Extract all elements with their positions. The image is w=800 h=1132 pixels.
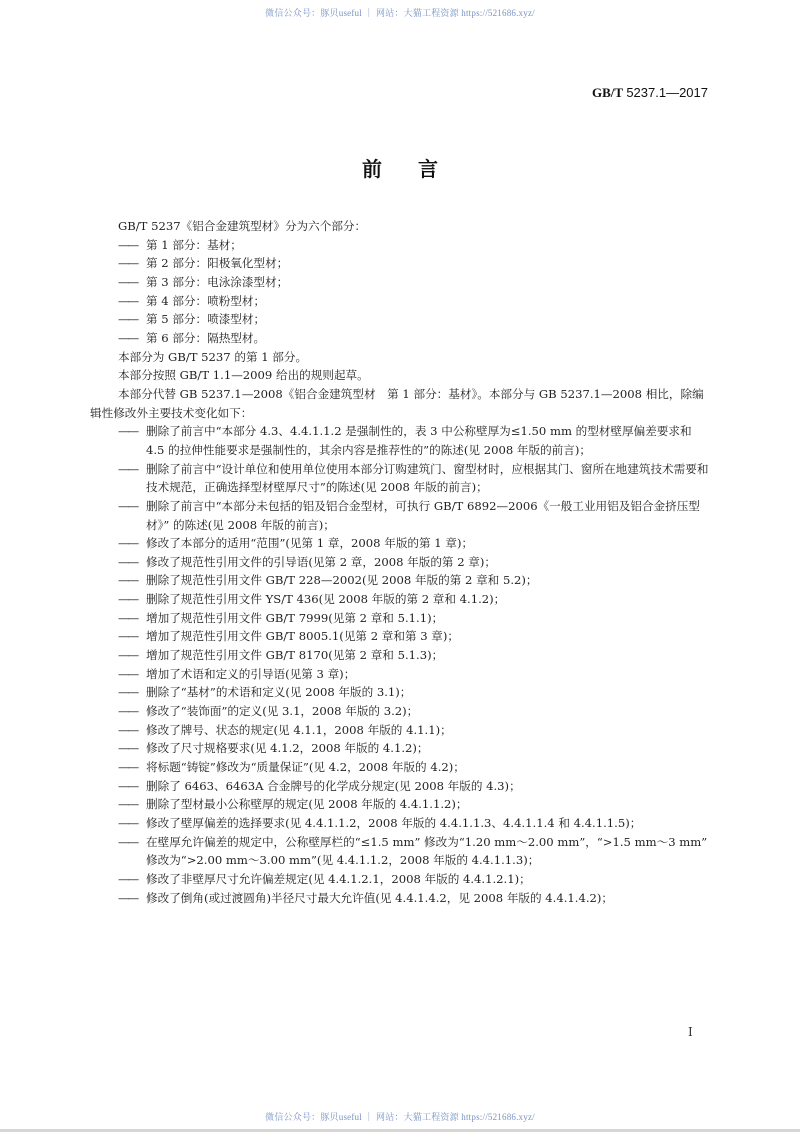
dash-marker: ——: [118, 554, 138, 569]
page-number: I: [688, 1025, 693, 1039]
list-item: —— 第 5 部分：喷漆型材；: [90, 310, 710, 329]
standard-prefix: GB/T: [591, 85, 624, 100]
dash-marker: ——: [118, 536, 138, 551]
dash-marker: ——: [118, 610, 138, 625]
document-body: [90, 217, 710, 907]
paragraph: 本部分代替 GB 5237.1—2008《铝合金建筑型材 第 1 部分：基材》。本部分与 GB 5237.1—2008 相比，除编辑性修改外主要技术变化如下：: [90, 386, 704, 420]
dash-marker: ——: [118, 312, 138, 327]
dash-marker: ——: [118, 330, 138, 345]
dash-marker: ——: [118, 629, 138, 644]
dash-marker: ——: [118, 890, 138, 905]
list-item: —— 修改了倒角(或过渡圆角)半径尺寸最大允许值(见 4.4.1.4.2，见 2008 年版的 4.4.1.4.2)；: [90, 889, 710, 908]
dash-marker: ——: [118, 685, 138, 700]
dash-marker: ——: [118, 274, 138, 289]
list-item: —— 删除了前言中“设计单位和使用单位使用本部分订购建筑门、窗型材时，应根据其门、窗所在地建筑技术需要和技术规范，正确选择型材壁厚尺寸”的陈述(见 2008 年版的前言)；: [118, 461, 709, 495]
list-item: —— 在壁厚允许偏差的规定中，公称壁厚栏的“≤1.5 mm” 修改为“1.20 mm～2.00 mm”，“>1.5 mm～3 mm” 修改为“>2.00 mm～3.00 mm”(见 4.4.1.1.2，2008 年版的 4.4.1.1.3)；: [118, 834, 708, 868]
dash-marker: ——: [118, 424, 138, 439]
dash-marker: ——: [118, 666, 138, 681]
dash-marker: ——: [118, 648, 138, 663]
list-item: —— 第 2 部分：阳极氧化型材；: [90, 254, 710, 273]
dash-marker: ——: [118, 722, 138, 737]
list-item: —— 修改了本部分的适用“范围”(见第 1 章，2008 年版的第 1 章)；: [90, 534, 710, 553]
list-item: —— 删除了前言中“本部分未包括的铝及铝合金型材，可执行 GB/T 6892—2006《一般工业用铝及铝合金挤压型材》” 的陈述(见 2008 年版的前言)；: [118, 498, 700, 532]
dash-marker: ——: [118, 816, 138, 830]
intro-paragraph: GB/T 5237《铝合金建筑型材》分为六个部分：: [118, 219, 367, 233]
parts-list: [90, 236, 710, 348]
dash-marker: ——: [118, 760, 138, 775]
watermark-bottom: 微信公众号：豚贝useful ｜ 网站：大猫工程资源 https://521686.xyz/: [265, 1112, 535, 1122]
paragraph: 本部分为 GB/T 5237 的第 1 部分。: [118, 349, 308, 364]
dash-marker: ——: [118, 461, 138, 476]
list-item: —— 删除了前言中“本部分 4.3、4.4.1.1.2 是强制性的，表 3 中公称壁厚为≤1.50 mm 的型材壁厚偏差要求和 4.5 的拉伸性能要求是强制性的，其余内容是推荐性的”的陈述(见 2008 年版的前言)；: [118, 424, 692, 457]
changes-list: [90, 422, 710, 907]
list-item: —— 删除了 6463、6463A 合金牌号的化学成分规定(见 2008 年版的 4.3)；: [90, 777, 710, 796]
list-item: —— 第 4 部分：喷粉型材；: [90, 292, 710, 311]
list-item: —— 修改了牌号、状态的规定(见 4.1.1，2008 年版的 4.1.1)；: [90, 721, 710, 740]
list-item: —— 修改了壁厚偏差的选择要求(见 4.4.1.1.2，2008 年版的 4.4.1.1.3、4.4.1.1.4 和 4.4.1.1.5)；: [90, 814, 710, 833]
list-item: —— 修改了“装饰面”的定义(见 3.1，2008 年版的 3.2)；: [90, 702, 710, 721]
dash-marker: ——: [118, 592, 138, 607]
dash-marker: ——: [118, 498, 138, 513]
watermark-top: 微信公众号：豚贝useful ｜ 网站：大猫工程资源 https://521686.xyz/: [265, 8, 535, 18]
dash-marker: ——: [118, 237, 138, 252]
standard-code: [592, 85, 708, 101]
dash-marker: ——: [118, 704, 138, 719]
dash-marker: ——: [118, 573, 138, 588]
list-item: —— 第 3 部分：电泳涂漆型材；: [90, 273, 710, 292]
dash-marker: ——: [118, 256, 138, 271]
list-item: —— 增加了规范性引用文件 GB/T 7999(见第 2 章和 5.1.1)；: [90, 609, 710, 628]
list-item: —— 修改了规范性引用文件的引导语(见第 2 章，2008 年版的第 2 章)；: [90, 553, 710, 572]
list-item: —— 第 6 部分：隔热型材。: [90, 329, 710, 348]
dash-marker: ——: [118, 834, 138, 849]
list-item: —— 增加了规范性引用文件 GB/T 8170(见第 2 章和 5.1.3)；: [90, 646, 710, 665]
dash-marker: ——: [118, 797, 138, 812]
dash-marker: ——: [118, 778, 138, 793]
list-item: —— 将标题“铸锭”修改为“质量保证”(见 4.2，2008 年版的 4.2)；: [90, 758, 710, 777]
dash-marker: ——: [118, 741, 138, 756]
page-title: 前言: [362, 157, 474, 181]
dash-marker: ——: [118, 293, 138, 308]
list-item: —— 修改了非壁厚尺寸允许偏差规定(见 4.4.1.2.1，2008 年版的 4.4.1.2.1)；: [90, 870, 710, 889]
list-item: —— 删除了“基材”的术语和定义(见 2008 年版的 3.1)；: [90, 683, 710, 702]
dash-marker: ——: [118, 871, 138, 886]
list-item: —— 增加了规范性引用文件 GB/T 8005.1(见第 2 章和第 3 章)；: [90, 627, 710, 646]
paragraph: 本部分按照 GB/T 1.1—2009 给出的规则起草。: [118, 368, 369, 383]
list-item: —— 删除了规范性引用文件 YS/T 436(见 2008 年版的第 2 章和 4.1.2)；: [90, 590, 710, 609]
list-item: —— 增加了术语和定义的引导语(见第 3 章)；: [90, 665, 710, 684]
list-item: —— 修改了尺寸规格要求(见 4.1.2，2008 年版的 4.1.2)；: [90, 739, 710, 758]
list-item: —— 删除了规范性引用文件 GB/T 228—2002(见 2008 年版的第 2 章和 5.2)；: [90, 571, 710, 590]
list-item: —— 删除了型材最小公称壁厚的规定(见 2008 年版的 4.4.1.1.2)；: [90, 795, 710, 814]
list-item: —— 第 1 部分：基材；: [90, 236, 710, 255]
standard-number: 5237.1—2017: [626, 85, 708, 100]
